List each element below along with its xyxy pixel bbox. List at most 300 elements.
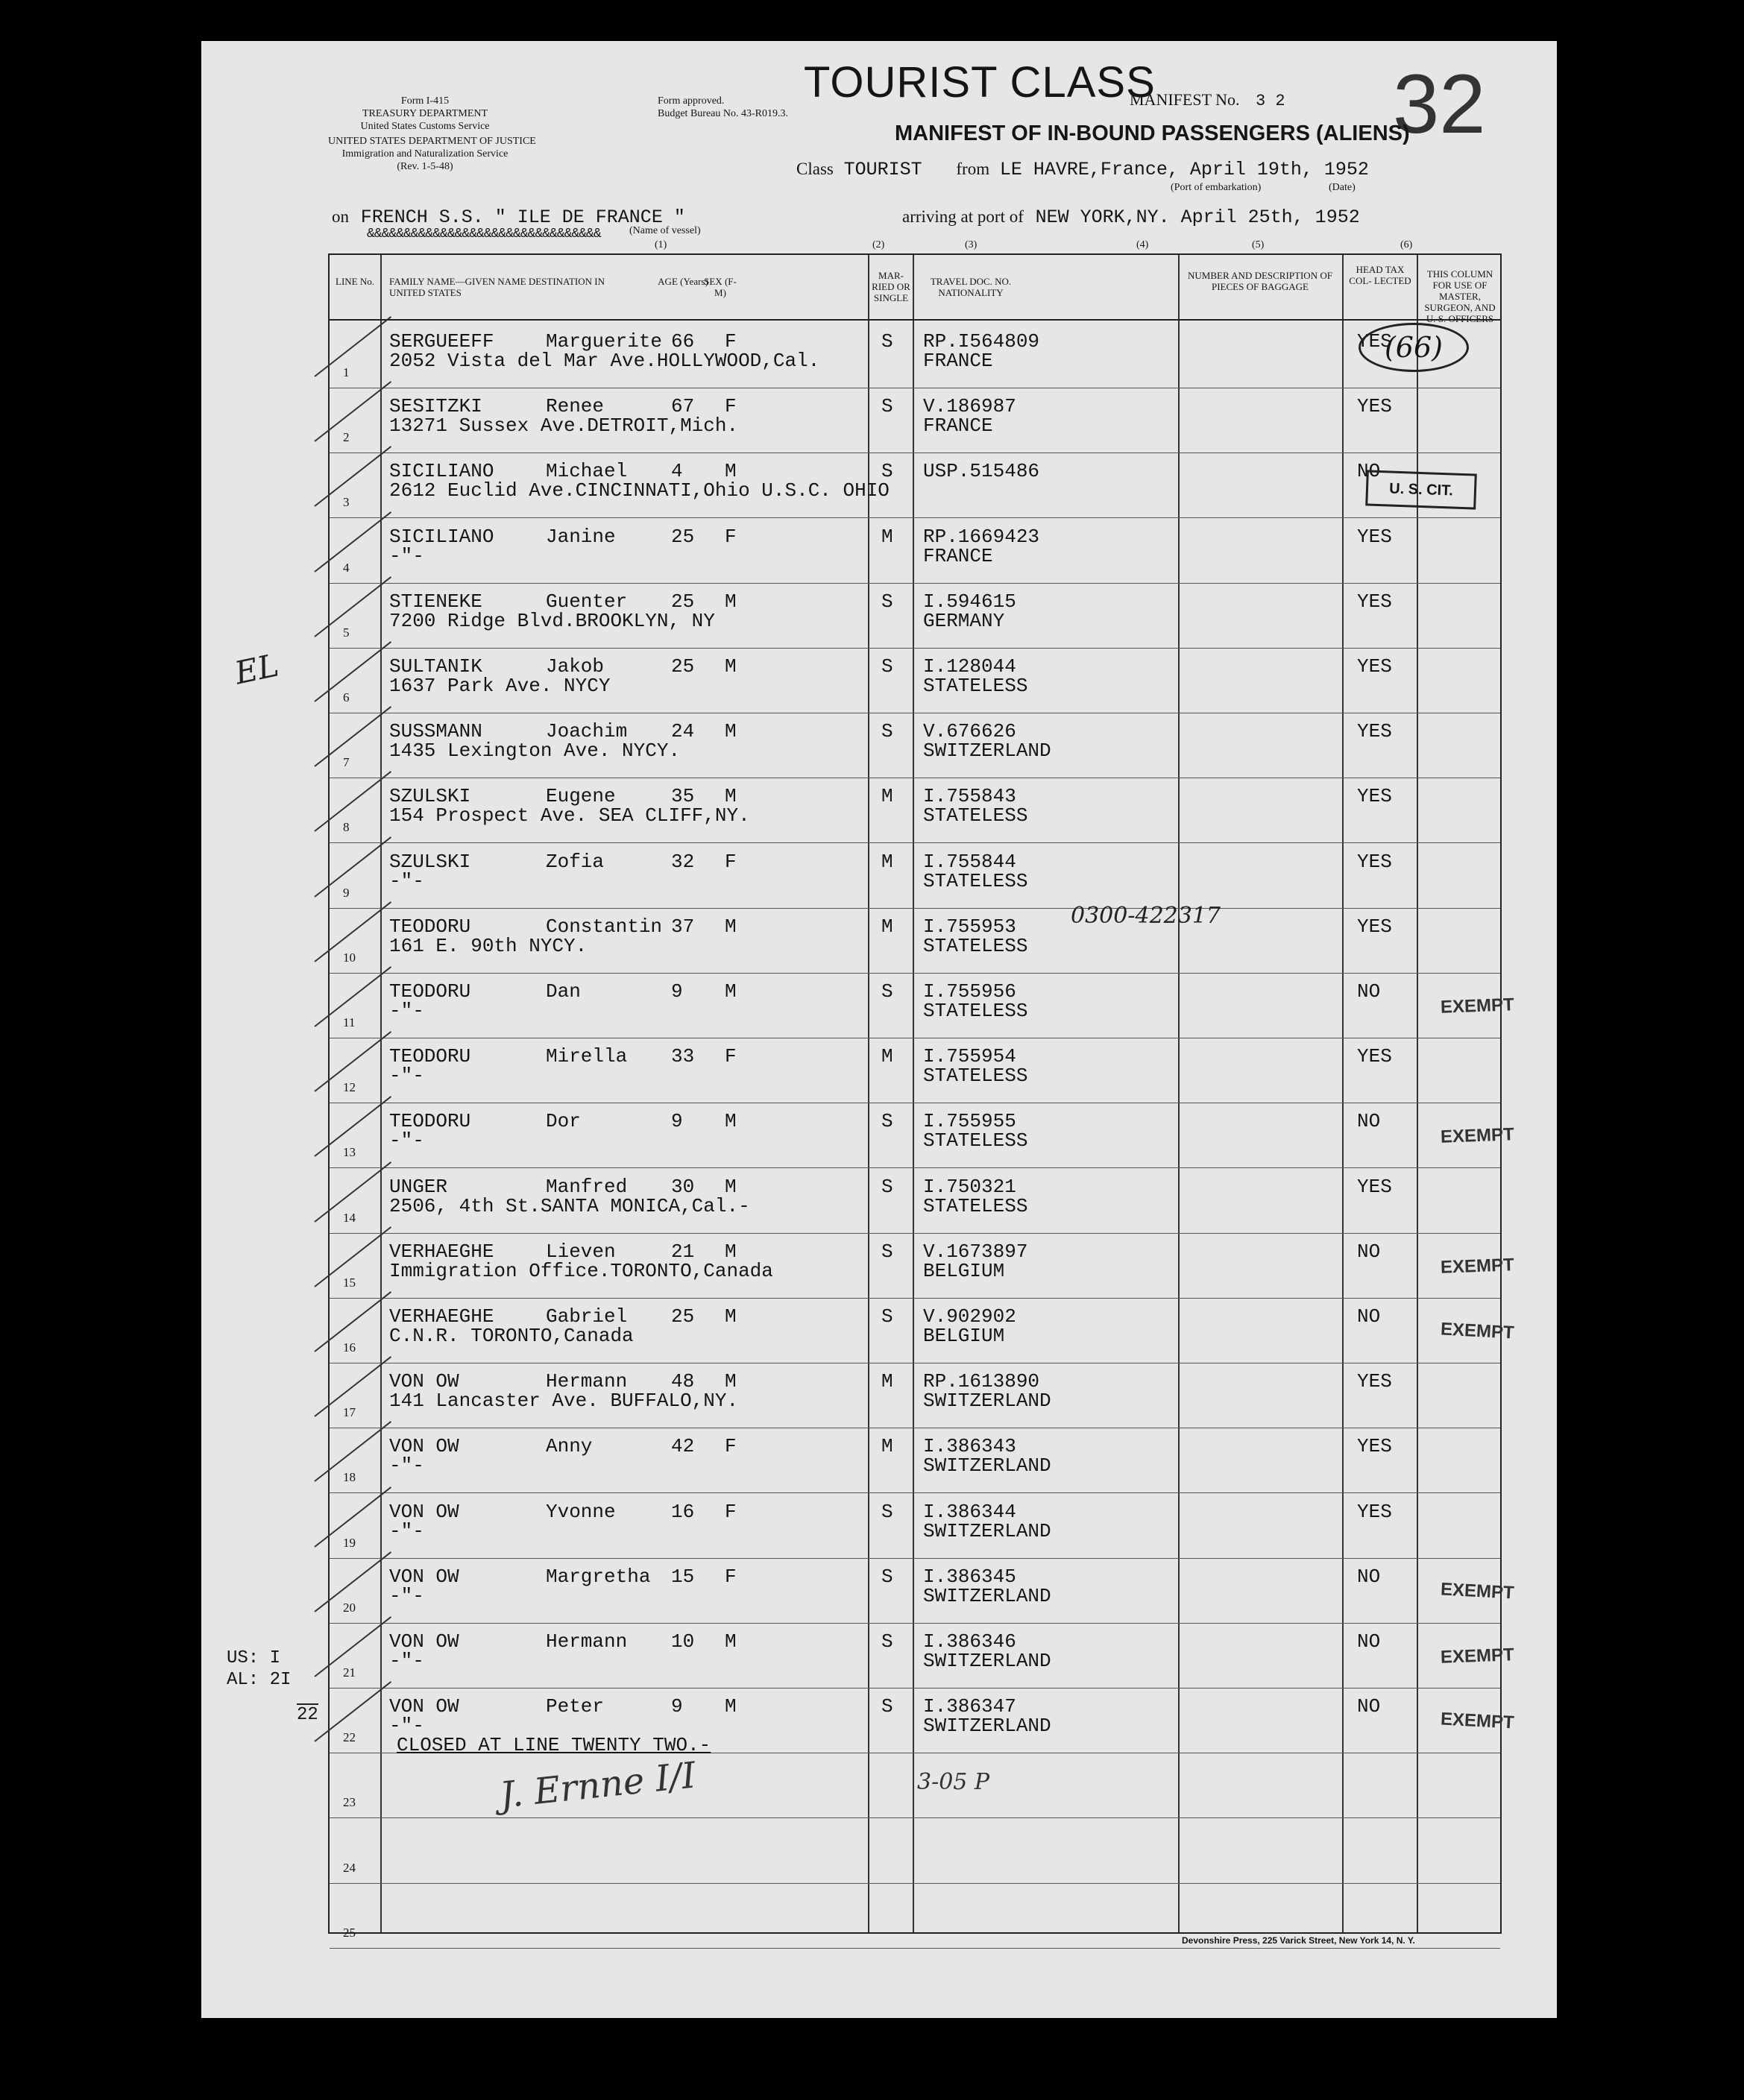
col-header-line: LINE No.	[336, 276, 374, 287]
line-number: 14	[343, 1210, 356, 1225]
row1-circled-text: (66)	[1384, 331, 1443, 364]
vessel-caption: (Name of vessel)	[629, 225, 701, 236]
head-tax: YES	[1357, 655, 1392, 678]
table-row	[330, 974, 1515, 1038]
col-header-married: MAR- RIED OR SINGLE	[872, 270, 910, 303]
vessel-name: FRENCH S.S. " ILE DE FRANCE "	[360, 206, 685, 228]
family-name: SUSSMANN	[389, 720, 482, 743]
form-meta-left	[328, 95, 522, 133]
class-line	[796, 159, 1369, 180]
line-number: 8	[343, 820, 350, 835]
family-name: VON OW	[389, 1370, 459, 1393]
nationality: STATELESS	[923, 1129, 1028, 1153]
head-tax: NO	[1357, 460, 1381, 483]
given-name: Dor	[546, 1110, 581, 1133]
nationality: SWITZERLAND	[923, 1390, 1051, 1413]
nationality: STATELESS	[923, 869, 1028, 892]
age: 42	[671, 1435, 695, 1458]
form-revision: (Rev. 1-5-48)	[397, 161, 453, 172]
marital-status: S	[881, 1240, 893, 1263]
destination: -"-	[389, 1000, 424, 1022]
exempt-stamp: EXEMPT	[1440, 1709, 1515, 1733]
age: 9	[671, 1695, 683, 1718]
head-tax: YES	[1357, 1370, 1392, 1393]
nationality: GERMANY	[923, 609, 1005, 632]
age: 9	[671, 980, 683, 1003]
given-name: Dan	[546, 980, 581, 1003]
head-tax: YES	[1357, 850, 1392, 873]
line-number: 7	[343, 755, 350, 770]
age: 24	[671, 720, 695, 743]
destination: 2612 Euclid Ave.CINCINNATI,Ohio U.S.C. OHIO	[389, 479, 890, 502]
family-name: TEODORU	[389, 980, 471, 1003]
given-name: Guenter	[546, 590, 628, 613]
printer-credit: Devonshire Press, 225 Varick Street, New York 14, N. Y.	[1182, 1935, 1415, 1946]
table-row	[330, 844, 1500, 909]
marital-status: S	[881, 1630, 893, 1653]
age: 30	[671, 1175, 695, 1198]
given-name: Zofia	[546, 850, 605, 873]
age: 66	[671, 330, 695, 353]
exempt-stamp: EXEMPT	[1440, 1124, 1515, 1148]
head-tax: YES	[1357, 1045, 1392, 1068]
age: 4	[671, 460, 683, 483]
line-number: 1	[343, 365, 350, 379]
destination: 154 Prospect Ave. SEA CLIFF,NY.	[389, 804, 750, 827]
table-row	[330, 1038, 1500, 1103]
line-number: 25	[343, 1925, 356, 1940]
line-number: 19	[343, 1535, 356, 1550]
nationality: FRANCE	[923, 350, 993, 372]
table-row	[330, 519, 1500, 584]
marital-status: M	[881, 850, 893, 873]
vessel-underline: &&&&&&&&&&&&&&&&&&&&&&&&&&&&&&&&	[367, 227, 601, 242]
nationality: STATELESS	[923, 934, 1028, 957]
destination: -"-	[389, 544, 424, 567]
head-tax: YES	[1357, 1500, 1392, 1523]
family-name: TEODORU	[389, 1110, 471, 1133]
family-name: SZULSKI	[389, 785, 471, 808]
sex: M	[725, 980, 737, 1003]
head-tax: YES	[1357, 1175, 1392, 1198]
nationality: FRANCE	[923, 544, 993, 567]
family-name: VON OW	[389, 1565, 459, 1588]
manifest-sheet	[201, 41, 1557, 2018]
head-tax: NO	[1357, 1240, 1381, 1263]
line-number: 21	[343, 1665, 356, 1680]
table-row	[330, 713, 1500, 778]
age: 25	[671, 1305, 695, 1328]
check-mark	[314, 511, 391, 573]
port-caption: (Port of embarkation)	[1171, 182, 1262, 193]
destination: -"-	[389, 1454, 424, 1478]
exempt-stamp: EXEMPT	[1440, 1645, 1515, 1668]
destination: 141 Lancaster Ave. BUFFALO,NY.	[389, 1390, 739, 1413]
head-tax: YES	[1357, 330, 1392, 353]
marital-status: S	[881, 1110, 893, 1133]
us-citizen-stamp-text: U. S. CIT.	[1388, 480, 1454, 499]
marital-status: S	[881, 395, 893, 418]
line-number: 12	[343, 1080, 356, 1095]
travel-doc: I.755956	[923, 980, 1016, 1003]
line-number: 10	[343, 950, 356, 965]
check-mark	[314, 706, 391, 767]
destination: 2506, 4th St.SANTA MONICA,Cal.-	[389, 1194, 750, 1217]
col-header-age: AGE (Years)	[658, 276, 708, 287]
from-label: from	[956, 160, 990, 178]
head-tax: YES	[1357, 525, 1392, 548]
table-row	[330, 909, 1500, 974]
head-tax: NO	[1357, 1630, 1381, 1653]
header-rule	[330, 319, 1500, 321]
table-row	[330, 1299, 1515, 1363]
destination: -"-	[389, 1519, 424, 1542]
travel-doc: I.755844	[923, 850, 1016, 873]
destination: 13271 Sussex Ave.DETROIT,Mich.	[389, 414, 739, 438]
form-approved: Form approved.	[658, 95, 725, 107]
line-number: 2	[343, 430, 350, 445]
line-number: 5	[343, 625, 350, 640]
table-row	[330, 453, 1500, 518]
given-name: Hermann	[546, 1370, 628, 1393]
travel-doc: V.1673897	[923, 1240, 1028, 1263]
exempt-stamp: EXEMPT	[1440, 1319, 1515, 1343]
check-mark	[314, 641, 391, 702]
travel-doc: I.755843	[923, 785, 1016, 808]
marital-status: M	[881, 1435, 893, 1458]
travel-doc: RP.1669423	[923, 525, 1040, 548]
line-number: 11	[343, 1015, 356, 1029]
marital-status: M	[881, 1370, 893, 1393]
form-meta-doj	[328, 135, 536, 173]
embark-year: 52	[1346, 159, 1369, 180]
travel-doc: I.386344	[923, 1500, 1016, 1523]
col-num-4: (4)	[1136, 239, 1149, 250]
age: 15	[671, 1565, 695, 1588]
age: 67	[671, 395, 695, 418]
marital-status: S	[881, 590, 893, 613]
marital-status: M	[881, 915, 893, 938]
table-row	[330, 778, 1500, 843]
col-header-baggage: NUMBER AND DESCRIPTION OF PIECES OF BAGGAGE	[1188, 270, 1332, 292]
marital-status: S	[881, 1175, 893, 1198]
date-caption: (Date)	[1329, 182, 1356, 193]
arrival-year: 52	[1337, 206, 1360, 228]
form-approval	[658, 95, 788, 120]
destination: 1435 Lexington Ave. NYCY.	[389, 740, 681, 763]
travel-doc: V.676626	[923, 720, 1016, 743]
table-row	[330, 1234, 1515, 1299]
age: 37	[671, 915, 695, 938]
margin-mark: EL	[231, 646, 283, 692]
line-number: 20	[343, 1600, 356, 1615]
us-tally: US: I	[227, 1648, 281, 1668]
head-tax: NO	[1357, 1565, 1381, 1588]
given-name: Eugene	[546, 785, 616, 808]
age: 35	[671, 785, 695, 808]
line-number: 15	[343, 1275, 356, 1290]
head-tax: YES	[1357, 720, 1392, 743]
manifest-number-label	[1130, 90, 1285, 110]
line-number: 22	[343, 1730, 356, 1745]
marital-status: M	[881, 525, 893, 548]
age: 16	[671, 1500, 695, 1523]
head-tax: NO	[1357, 980, 1381, 1003]
age: 32	[671, 850, 695, 873]
travel-doc: V.902902	[923, 1305, 1016, 1328]
exempt-stamp: EXEMPT	[1440, 1255, 1515, 1278]
age: 25	[671, 590, 695, 613]
family-name: VON OW	[389, 1500, 459, 1523]
arriving-label: arriving at port of	[902, 207, 1024, 226]
closed-at-line: CLOSED AT LINE TWENTY TWO.-	[397, 1734, 711, 1756]
table-row	[330, 1819, 1500, 1884]
nationality: FRANCE	[923, 414, 993, 438]
travel-doc: I.386347	[923, 1695, 1016, 1718]
sex: F	[725, 1435, 737, 1458]
given-name: Anny	[546, 1435, 593, 1458]
col-header-sex: SEX (F-M)	[704, 276, 737, 298]
family-name: SULTANIK	[389, 655, 482, 678]
travel-doc: V.186987	[923, 395, 1016, 418]
nationality: BELGIUM	[923, 1259, 1005, 1282]
age: 21	[671, 1240, 695, 1263]
marital-status: S	[881, 655, 893, 678]
age: 25	[671, 655, 695, 678]
sex: M	[725, 1630, 737, 1653]
family-name: STIENEKE	[389, 590, 482, 613]
head-tax: YES	[1357, 395, 1392, 418]
head-tax: YES	[1357, 785, 1392, 808]
total-tally: 22	[297, 1705, 318, 1725]
col-num-5: (5)	[1252, 239, 1265, 250]
nationality: STATELESS	[923, 675, 1028, 697]
line-number: 9	[343, 885, 350, 900]
manifest-number: 3 2	[1256, 92, 1285, 110]
table-row	[330, 1103, 1515, 1168]
sex: M	[725, 460, 737, 483]
age: 33	[671, 1045, 695, 1068]
manifest-title: MANIFEST OF IN-BOUND PASSENGERS (ALIENS)	[895, 122, 1410, 145]
line-number: 3	[343, 495, 350, 510]
sex: F	[725, 1500, 737, 1523]
travel-doc: I.755955	[923, 1110, 1016, 1133]
nationality: SWITZERLAND	[923, 1584, 1051, 1607]
col-num-6: (6)	[1400, 239, 1413, 250]
class-stamp: TOURIST CLASS	[804, 58, 1156, 107]
sex: M	[725, 915, 737, 938]
age: 48	[671, 1370, 695, 1393]
manifest-label: MANIFEST No.	[1130, 90, 1240, 109]
destination: -"-	[389, 1715, 424, 1738]
table-row	[330, 649, 1500, 713]
sex: M	[725, 1110, 737, 1133]
given-name: Michael	[546, 460, 628, 483]
check-mark	[314, 576, 391, 637]
col-num-1: (1)	[655, 239, 667, 250]
nationality: SWITZERLAND	[923, 1650, 1051, 1672]
class-label: Class	[796, 160, 834, 178]
sex: M	[725, 1695, 737, 1718]
sex: M	[725, 1370, 737, 1393]
given-name: Mirella	[546, 1045, 628, 1068]
nationality: STATELESS	[923, 804, 1028, 827]
family-name: VERHAEGHE	[389, 1240, 494, 1263]
col-header-name: FAMILY NAME—GIVEN NAME DESTINATION IN UNITED STATES	[389, 276, 605, 298]
col-num-3: (3)	[965, 239, 978, 250]
check-mark	[314, 836, 391, 898]
table-row	[330, 1624, 1515, 1688]
sex: M	[725, 655, 737, 678]
marital-status: M	[881, 785, 893, 808]
given-name: Peter	[546, 1695, 605, 1718]
destination: -"-	[389, 869, 424, 892]
age: 9	[671, 1110, 683, 1133]
form-number: Form I-415	[400, 95, 450, 107]
line-number: 17	[343, 1405, 356, 1420]
travel-doc: I.755953	[923, 915, 1016, 938]
travel-doc: I.128044	[923, 655, 1016, 678]
head-tax: NO	[1357, 1695, 1381, 1718]
on-label: on	[332, 207, 349, 226]
sex: F	[725, 395, 737, 418]
customs-service: United States Customs Service	[360, 121, 490, 132]
destination: 7200 Ridge Blvd.BROOKLYN, NY	[389, 609, 715, 632]
given-name: Constantin	[546, 915, 663, 938]
destination: -"-	[389, 1584, 424, 1607]
travel-doc: RP.1613890	[923, 1370, 1040, 1393]
travel-doc: I.386343	[923, 1435, 1016, 1458]
family-name: VERHAEGHE	[389, 1305, 494, 1328]
table-row	[330, 584, 1500, 649]
table-row	[330, 1169, 1500, 1234]
given-name: Jakob	[546, 655, 605, 678]
nationality: SWITZERLAND	[923, 1715, 1051, 1738]
sex: M	[725, 1240, 737, 1263]
family-name: SICILIANO	[389, 525, 494, 548]
travel-doc: I.386345	[923, 1565, 1016, 1588]
destination: -"-	[389, 1065, 424, 1088]
destination: Immigration Office.TORONTO,Canada	[389, 1259, 773, 1282]
sex: F	[725, 1565, 737, 1588]
check-mark	[314, 316, 391, 377]
family-name: SESITZKI	[389, 395, 482, 418]
head-tax: YES	[1357, 590, 1392, 613]
destination: 161 E. 90th NYCY.	[389, 934, 588, 957]
table-row	[330, 1363, 1500, 1428]
exempt-stamp: EXEMPT	[1440, 1579, 1515, 1604]
given-name: Renee	[546, 395, 605, 418]
baggage-handwritten-number: 0300-422317	[1071, 903, 1221, 929]
family-name: VON OW	[389, 1695, 459, 1718]
line-number: 24	[343, 1860, 356, 1875]
ins-title: Immigration and Naturalization Service	[341, 148, 509, 160]
table-row	[330, 1559, 1515, 1624]
tally-note: 3-05 P	[917, 1769, 990, 1795]
line-number: 18	[343, 1470, 356, 1485]
travel-doc: I.755954	[923, 1045, 1016, 1068]
class-value: TOURIST	[843, 159, 922, 180]
age: 10	[671, 1630, 695, 1653]
arrival-value: NEW YORK,NY. April 25th, 19	[1035, 206, 1338, 228]
col-header-travel-doc: TRAVEL DOC. NO. NATIONALITY	[930, 276, 1012, 298]
nationality: SWITZERLAND	[923, 740, 1051, 763]
nationality: STATELESS	[923, 1065, 1028, 1088]
travel-doc: I.750321	[923, 1175, 1016, 1198]
sex: F	[725, 850, 737, 873]
marital-status: S	[881, 330, 893, 353]
nationality: STATELESS	[923, 1000, 1028, 1022]
head-tax: YES	[1357, 915, 1392, 938]
row-rule	[330, 1948, 1500, 1949]
family-name: VON OW	[389, 1630, 459, 1653]
marital-status: S	[881, 1565, 893, 1588]
marital-status: S	[881, 460, 893, 483]
destination: -"-	[389, 1129, 424, 1153]
head-tax: YES	[1357, 1435, 1392, 1458]
given-name: Lieven	[546, 1240, 616, 1263]
nationality: SWITZERLAND	[923, 1454, 1051, 1478]
head-tax: NO	[1357, 1305, 1381, 1328]
given-name: Joachim	[546, 720, 628, 743]
row1-circled-note	[1359, 323, 1469, 372]
family-name: SERGUEEFF	[389, 330, 494, 353]
marital-status: S	[881, 720, 893, 743]
destination: -"-	[389, 1650, 424, 1672]
travel-doc: I.594615	[923, 590, 1016, 613]
given-name: Yvonne	[546, 1500, 616, 1523]
col-num-2: (2)	[872, 239, 885, 250]
given-name: Janine	[546, 525, 616, 548]
table-row	[330, 1494, 1500, 1559]
family-name: TEODORU	[389, 1045, 471, 1068]
line-number: 6	[343, 690, 350, 704]
family-name: SICILIANO	[389, 460, 494, 483]
check-mark	[314, 381, 391, 442]
line-number: 4	[343, 560, 350, 575]
exempt-stamp: EXEMPT	[1440, 994, 1515, 1018]
manifest-big-number: 32	[1393, 57, 1486, 151]
nationality: BELGIUM	[923, 1325, 1005, 1347]
table-row	[330, 1428, 1500, 1493]
col-header-head-tax: HEAD TAX COL- LECTED	[1349, 264, 1411, 286]
family-name: TEODORU	[389, 915, 471, 938]
treasury-dept: TREASURY DEPARTMENT	[362, 108, 488, 119]
sex: F	[725, 1045, 737, 1068]
sex: M	[725, 785, 737, 808]
officer-signature: J. Ernne I/I	[497, 1754, 698, 1817]
budget-bureau: Budget Bureau No. 43-R019.3.	[658, 108, 788, 119]
destination: 2052 Vista del Mar Ave.HOLLYWOOD,Cal.	[389, 350, 820, 372]
table-row	[330, 388, 1500, 453]
col-header-officers: THIS COLUMN FOR USE OF MASTER, SURGEON, AND U. S. OFFICERS	[1424, 268, 1496, 324]
line-number: 16	[343, 1340, 356, 1355]
given-name: Manfred	[546, 1175, 628, 1198]
sex: M	[725, 590, 737, 613]
travel-doc: USP.515486	[923, 460, 1040, 483]
marital-status: S	[881, 980, 893, 1003]
check-mark	[314, 772, 391, 833]
travel-doc: RP.I564809	[923, 330, 1040, 353]
passenger-table	[328, 253, 1515, 1940]
nationality: SWITZERLAND	[923, 1519, 1051, 1542]
sex: F	[725, 330, 737, 353]
nationality: STATELESS	[923, 1194, 1028, 1217]
sex: F	[725, 525, 737, 548]
us-citizen-stamp	[1365, 470, 1477, 509]
marital-status: S	[881, 1305, 893, 1328]
destination: C.N.R. TORONTO,Canada	[389, 1325, 634, 1347]
